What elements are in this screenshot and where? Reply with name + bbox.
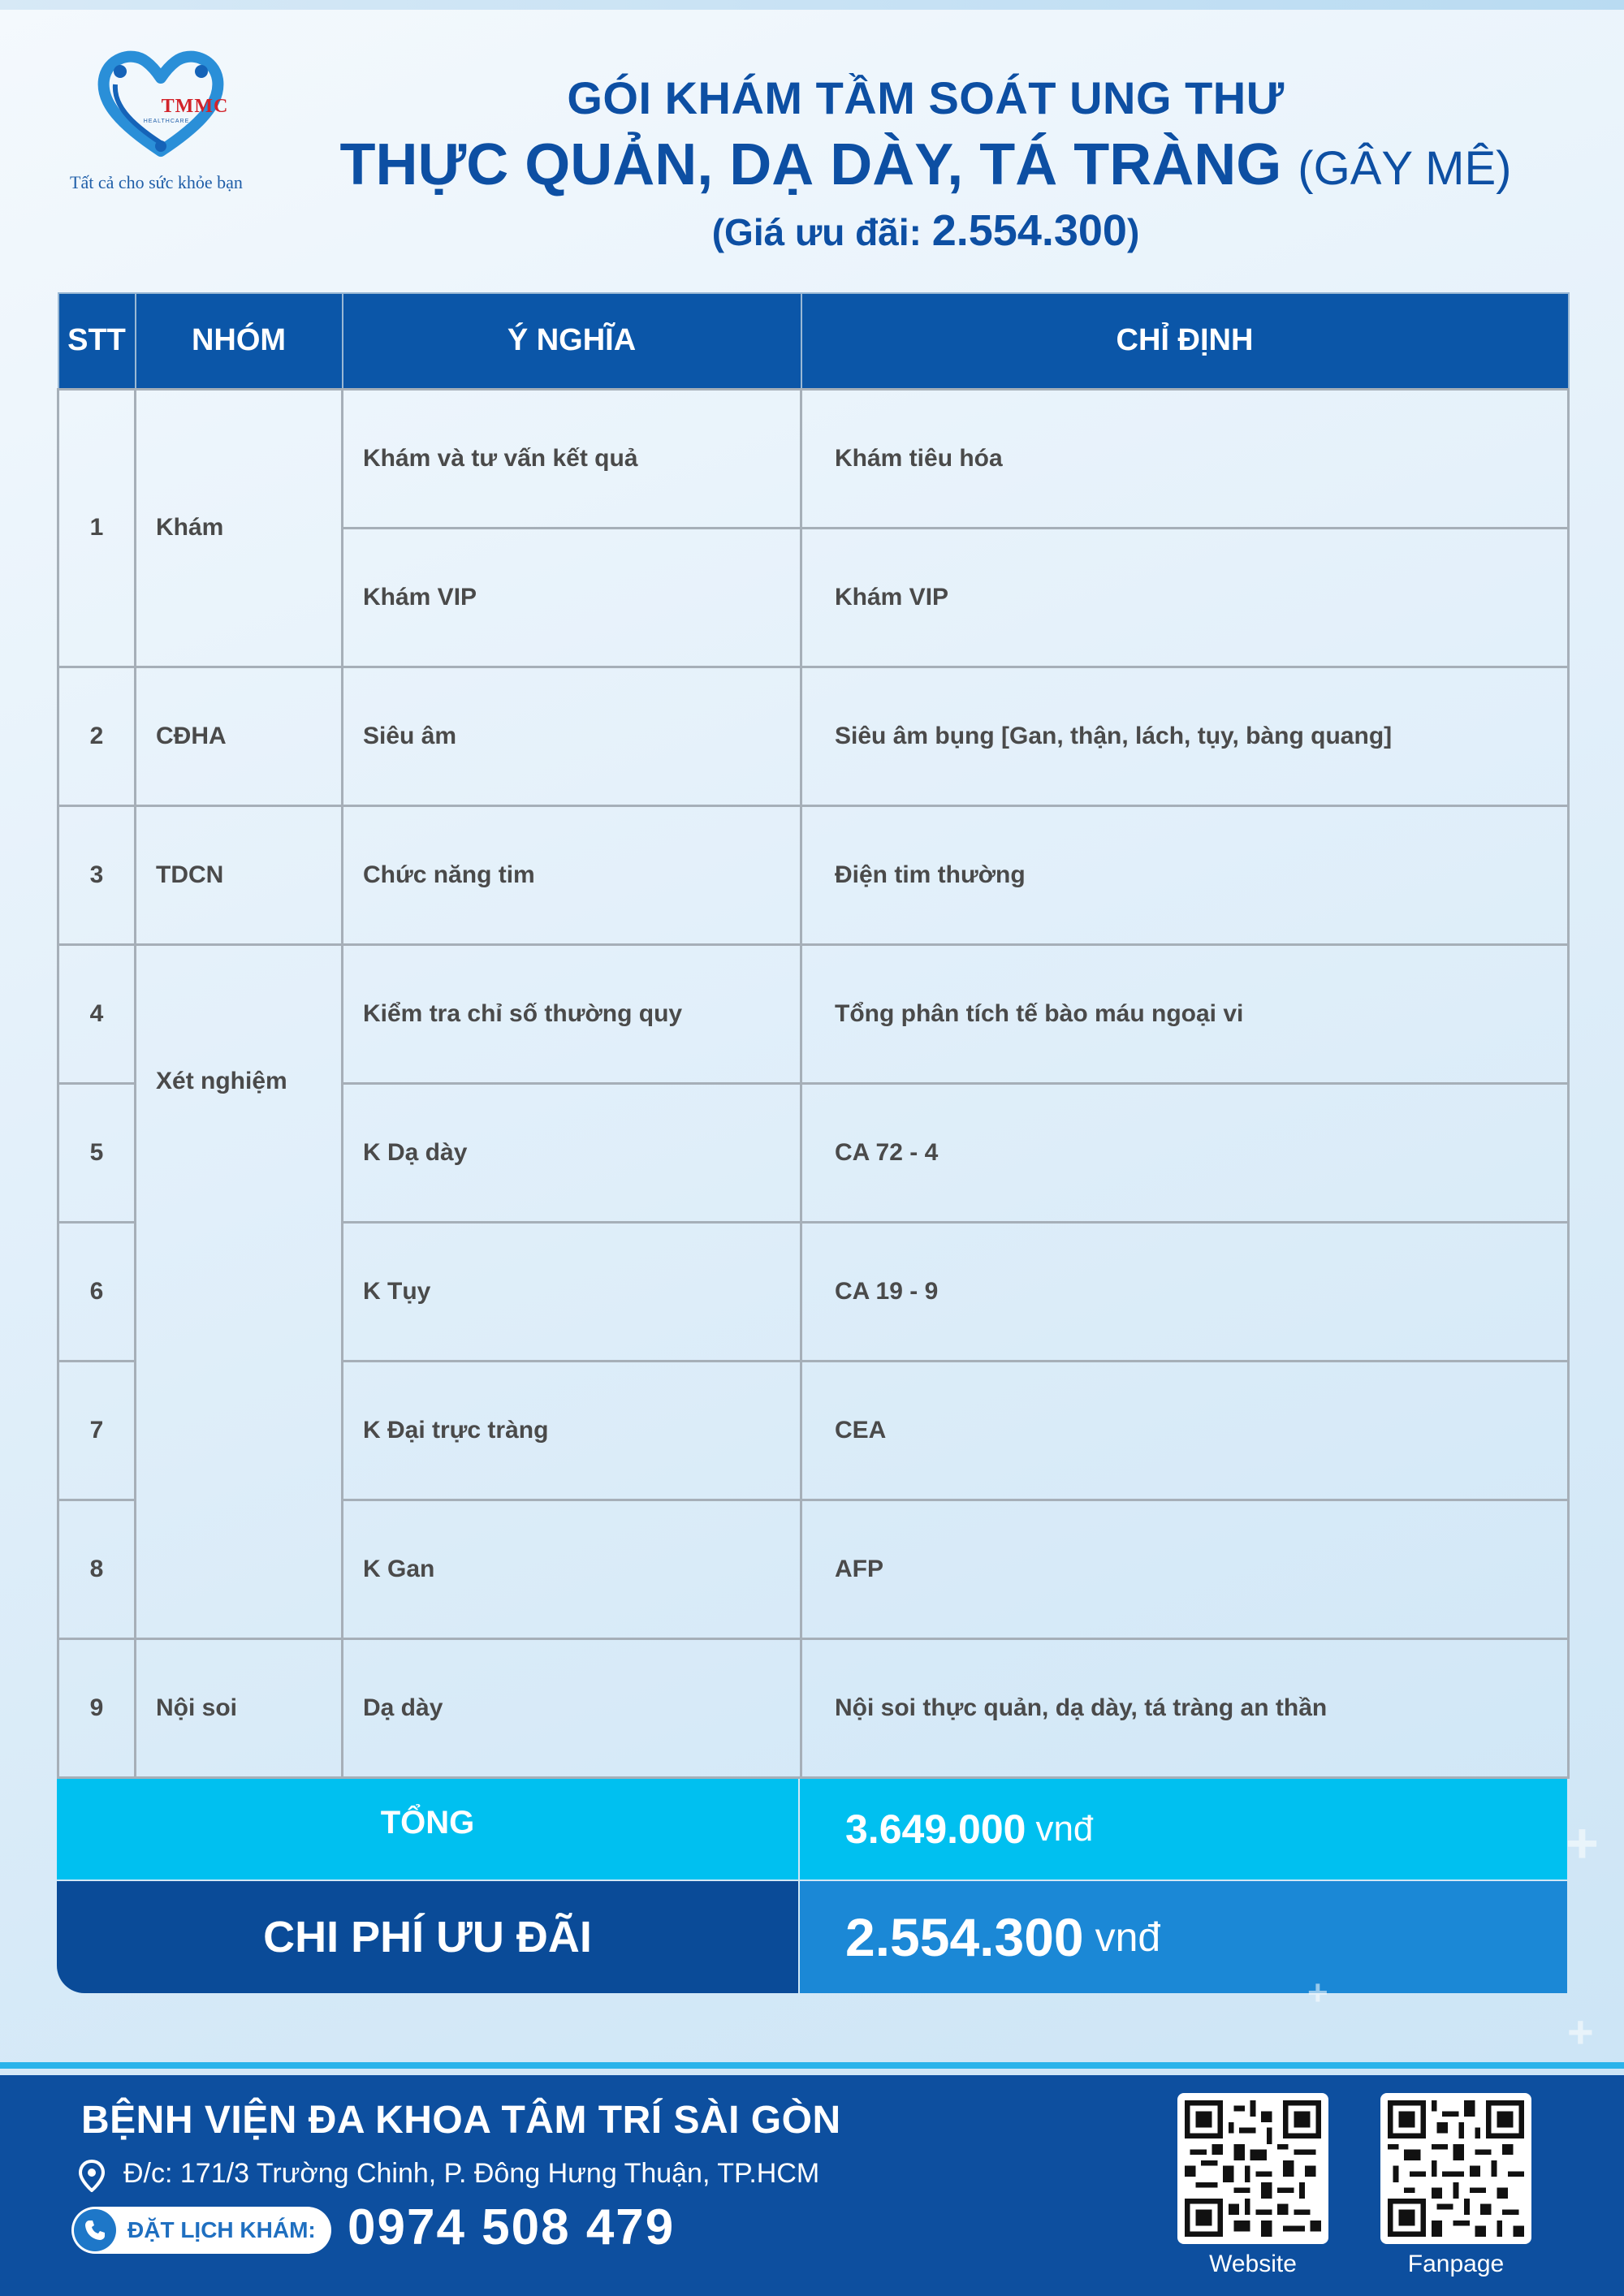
title-suffix: (GÂY MÊ): [1298, 142, 1512, 195]
footer-divider: [0, 2062, 1624, 2069]
row-meaning: Kiểm tra chỉ số thường quy: [343, 944, 801, 1083]
discount-row: [57, 1880, 1567, 1993]
discount-amount: [800, 1881, 1567, 1993]
discount-currency: vnđ: [1095, 1914, 1161, 1960]
row-meaning: K Dạ dày: [343, 1083, 801, 1222]
total-currency: vnđ: [1035, 1808, 1094, 1849]
total-amount: [800, 1779, 1567, 1880]
decorative-plus-icon: +: [1567, 2006, 1594, 2057]
hospital-name: BỆNH VIỆN ĐA KHOA TÂM TRÍ SÀI GÒN: [81, 2099, 841, 2142]
row-group: Nội soi: [136, 1638, 343, 1777]
discount-label: CHI PHÍ ƯU ĐÃI: [57, 1881, 800, 1993]
row-indication: Nội soi thực quản, dạ dày, tá tràng an thần: [801, 1638, 1569, 1777]
row-indication: CA 72 - 4: [801, 1083, 1569, 1222]
row-stt: 4: [58, 944, 136, 1083]
row-meaning: K Gan: [343, 1500, 801, 1638]
row-indication: Siêu âm bụng [Gan, thận, lách, tụy, bàng quang]: [801, 667, 1569, 805]
table-row: [58, 944, 1569, 1083]
row-stt: 7: [58, 1361, 136, 1500]
row-indication: Tổng phân tích tế bào máu ngoại vi: [801, 944, 1569, 1083]
row-group: CĐHA: [136, 667, 343, 805]
title-line-2: [276, 132, 1575, 197]
fanpage-qr-code-icon[interactable]: [1380, 2093, 1531, 2244]
decorative-plus-icon: +: [1307, 1973, 1328, 2013]
row-meaning: K Đại trực tràng: [343, 1361, 801, 1500]
fanpage-label: Fanpage: [1407, 2251, 1505, 2277]
logo: [65, 47, 276, 201]
footer: [0, 2075, 1624, 2296]
row-group: Khám: [136, 389, 343, 667]
row-meaning: Khám và tư vấn kết quả: [343, 389, 801, 528]
row-meaning: K Tụy: [343, 1222, 801, 1361]
row-stt: 1: [58, 389, 136, 667]
row-meaning: Khám VIP: [343, 528, 801, 667]
decorative-plus-icon: +: [1566, 1811, 1599, 1875]
logo-text: TMMC: [161, 96, 229, 117]
total-row: [57, 1779, 1567, 1880]
row-meaning: Siêu âm: [343, 667, 801, 805]
row-stt: 5: [58, 1083, 136, 1222]
top-strip: [0, 0, 1624, 10]
title-main: THỰC QUẢN, DẠ DÀY, TÁ TRÀNG: [339, 132, 1282, 197]
address: Đ/c: 171/3 Trường Chinh, P. Đông Hưng Thuận, TP.HCM: [123, 2158, 820, 2189]
logo-subtext: HEALTHCARE: [143, 119, 190, 124]
phone-number[interactable]: 0974 508 479: [348, 2199, 676, 2255]
table-row: [58, 389, 1569, 528]
row-stt: 3: [58, 805, 136, 944]
row-indication: AFP: [801, 1500, 1569, 1638]
row-indication: Điện tim thường: [801, 805, 1569, 944]
table-row: [58, 667, 1569, 805]
row-stt: 8: [58, 1500, 136, 1638]
table-header-row: [58, 293, 1569, 389]
website-qr-code-icon[interactable]: [1177, 2093, 1328, 2244]
booking-badge: [71, 2207, 331, 2254]
row-meaning: Chức năng tim: [343, 805, 801, 944]
header-meaning: Ý NGHĨA: [343, 293, 801, 389]
header-stt: STT: [58, 293, 136, 389]
header-group: NHÓM: [136, 293, 343, 389]
row-group: Xét nghiệm: [136, 944, 343, 1638]
price-line: [276, 205, 1575, 256]
row-group: TDCN: [136, 805, 343, 944]
row-meaning: Dạ dày: [343, 1638, 801, 1777]
row-indication: CA 19 - 9: [801, 1222, 1569, 1361]
total-value: 3.649.000: [845, 1806, 1026, 1852]
row-indication: Khám VIP: [801, 528, 1569, 667]
logo-tagline: Tất cả cho sức khỏe bạn: [70, 172, 243, 192]
booking-label: ĐẶT LỊCH KHÁM:: [127, 2217, 316, 2242]
table-row: [58, 1638, 1569, 1777]
row-stt: 2: [58, 667, 136, 805]
website-label: Website: [1209, 2251, 1297, 2277]
total-label: TỔNG: [57, 1779, 800, 1880]
header-indication: CHỈ ĐỊNH: [801, 293, 1569, 389]
phone-icon: [74, 2209, 116, 2251]
title-block: [276, 71, 1575, 256]
row-indication: Khám tiêu hóa: [801, 389, 1569, 528]
price-suffix: ): [1126, 211, 1140, 253]
discount-value: 2.554.300: [845, 1906, 1084, 1967]
price-value: 2.554.300: [931, 206, 1127, 255]
row-stt: 6: [58, 1222, 136, 1361]
location-pin-icon: [78, 2160, 106, 2192]
row-stt: 9: [58, 1638, 136, 1777]
row-indication: CEA: [801, 1361, 1569, 1500]
package-table: [57, 292, 1567, 1993]
price-prefix: (Giá ưu đãi:: [711, 211, 932, 253]
table-row: [58, 805, 1569, 944]
title-line-1: GÓI KHÁM TẦM SOÁT UNG THƯ: [567, 72, 1285, 123]
